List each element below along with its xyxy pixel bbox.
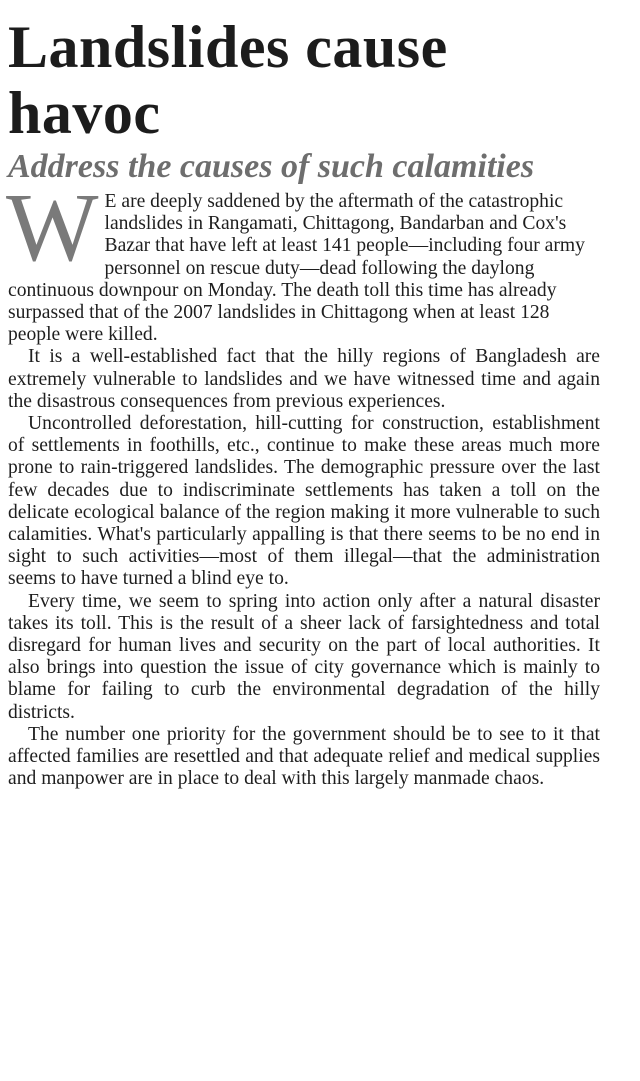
paragraph-5: The number one priority for the government should be to see to it that affected families are resettled and that adequate relief and medical supplies and manpower are in place to deal with this largely manmade chaos. xyxy=(8,723,600,790)
paragraph-2: It is a well-established fact that the hilly regions of Bangladesh are extremely vulnerable to landslides and we have witnessed time and again the disastrous consequences from previous experiences. xyxy=(8,346,600,412)
paragraph-1-text: E are deeply saddened by the aftermath of the catastrophic landslides in Rangamati, Chittagong, Bandarban and Cox's Bazar that have left at least 141 people—including four army personnel on rescue duty—dead following the daylong continuous downpour on Monday. The death toll this time has already surpassed that of the 2007 landslides in Chittagong when at least 128 people were killed. xyxy=(8,191,585,346)
paragraph-3: Uncontrolled deforestation, hill-cutting for construction, establishment of settlements in foothills, etc., continue to make these areas much more prone to rain-triggered landslides. The demographic pressure over the last few decades due to indiscriminate settlements has taken a toll on the delicate ecological balance of the region making it more vulnerable to such calamities. What's particularly appalling is that there seems to be no end in sight to such activities—most of them illegal—that the administration seems to have turned a blind eye to. xyxy=(8,413,600,590)
headline-line-1: Landslides cause xyxy=(8,14,448,80)
subheadline: Address the causes of such calamities xyxy=(8,148,535,185)
paragraph-4: Every time, we seem to spring into action only after a natural disaster takes its toll. This is the result of a sheer lack of farsightedness and total disregard for human lives and security on the part of local authorities. It also brings into question the issue of city governance which is mainly to blame for failing to curb the environmental degradation of the hilly districts. xyxy=(8,590,600,723)
paragraph-1 xyxy=(6,174,600,346)
article-body xyxy=(6,174,600,790)
editorial-article xyxy=(8,14,600,790)
headline xyxy=(8,14,600,146)
headline-line-2: havoc xyxy=(8,80,161,146)
drop-cap: W xyxy=(6,174,99,282)
